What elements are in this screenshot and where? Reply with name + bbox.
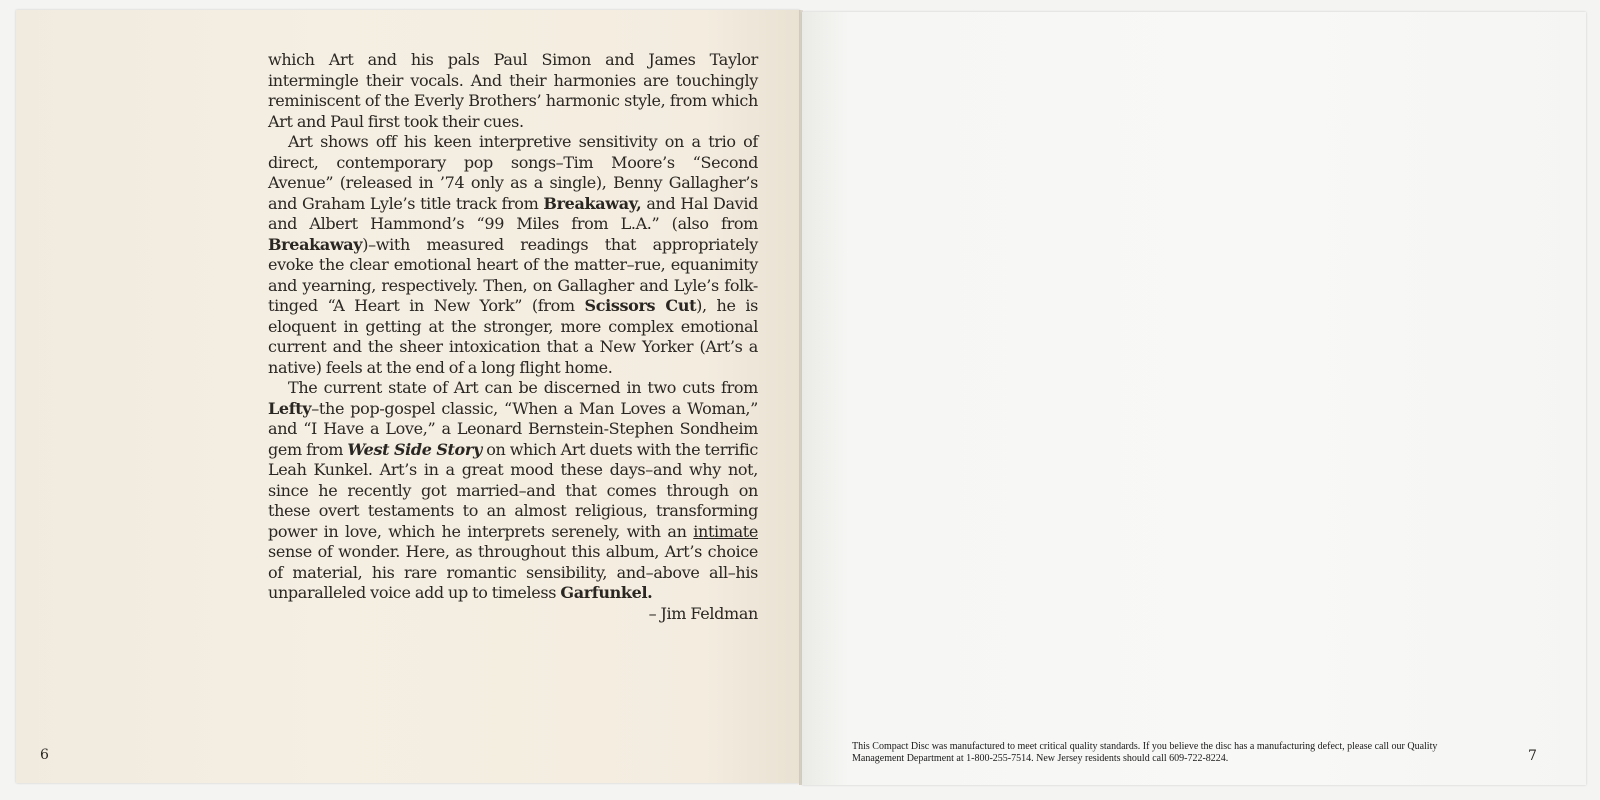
essay-text: ), he is eloquent in getting at the stronger, more complex emotional current and the sheer intoxication that a New Yorker (Art’s a native) feels at the end of a long flight home.	[268, 296, 758, 377]
manufacturing-notice: This Compact Disc was manufactured to meet critical quality standards. If you believe the disc has a manufacturing defect, please call our Quality Management Department at 1-800-255-7514. New Jersey residents should call 609-722-8224.	[852, 741, 1438, 764]
essay-text: Art shows off his keen interpretive sensitivity on a trio of direct, contemporary pop songs–Tim Moore’s “Second Avenue” (released in ’74 only as a single), Benny Gallagher’s and Graham Lyle’s title track from	[268, 132, 758, 213]
album-title-lefty: Lefty	[268, 398, 312, 418]
author-signature: – Jim Feldman	[648, 603, 758, 623]
album-title-italic: West Side Story	[347, 439, 482, 459]
right-page	[802, 12, 1586, 785]
album-title-west-side-story	[347, 440, 482, 459]
left-page	[16, 10, 800, 783]
essay-text: The current state of Art can be discerned in two cuts from	[288, 378, 758, 397]
page-number-left: 6	[40, 747, 49, 763]
artist-name-garfunkel: Garfunkel.	[560, 583, 653, 602]
liner-notes-essay	[268, 50, 758, 624]
essay-paragraph-2	[268, 132, 758, 378]
essay-text: –the pop-gospel classic, “When a Man Loves a Woman,” and “I Have a Love,” a Leonard Bernstein-Stephen Sondheim gem from	[268, 398, 758, 459]
essay-text: on which Art duets with the terrific Leah Kunkel. Art’s in a great mood these days–and why not, since he recently got married–and that comes through on these overt testaments to an almost religious, transforming power in love, which he interprets serenely, with an	[268, 439, 759, 541]
essay-text: which Art and his pals Paul Simon and James Taylor intermingle their vocals. And their harmonies are touchingly reminiscent of the Everly Brothers’ harmonic style, from which Art and Paul first took their cues.	[268, 50, 758, 131]
essay-text: and Hal David and Albert Hammond’s “99 Miles from L.A.” (also from	[268, 193, 758, 233]
essay-paragraph-1	[268, 50, 758, 132]
essay-paragraph-3	[268, 378, 758, 604]
album-title-breakaway: Breakaway	[268, 234, 363, 254]
underlined-word: intimate	[693, 521, 758, 541]
album-title-breakaway: Breakaway,	[543, 193, 642, 213]
essay-text: )–with measured readings that appropriately evoke the clear emotional heart of the matter–rue, equanimity and yearning, respectively. Then, on Gallagher and Lyle’s folk-tinged “A Heart in New York” (from	[268, 234, 758, 315]
album-title-scissors-cut: Scissors Cut	[584, 296, 697, 315]
essay-text: sense of wonder. Here, as throughout this album, Art’s choice of material, his rare romantic sensibility, and–above all–his unparalleled voice add up to timeless	[268, 542, 758, 602]
page-number-right: 7	[1528, 748, 1537, 764]
